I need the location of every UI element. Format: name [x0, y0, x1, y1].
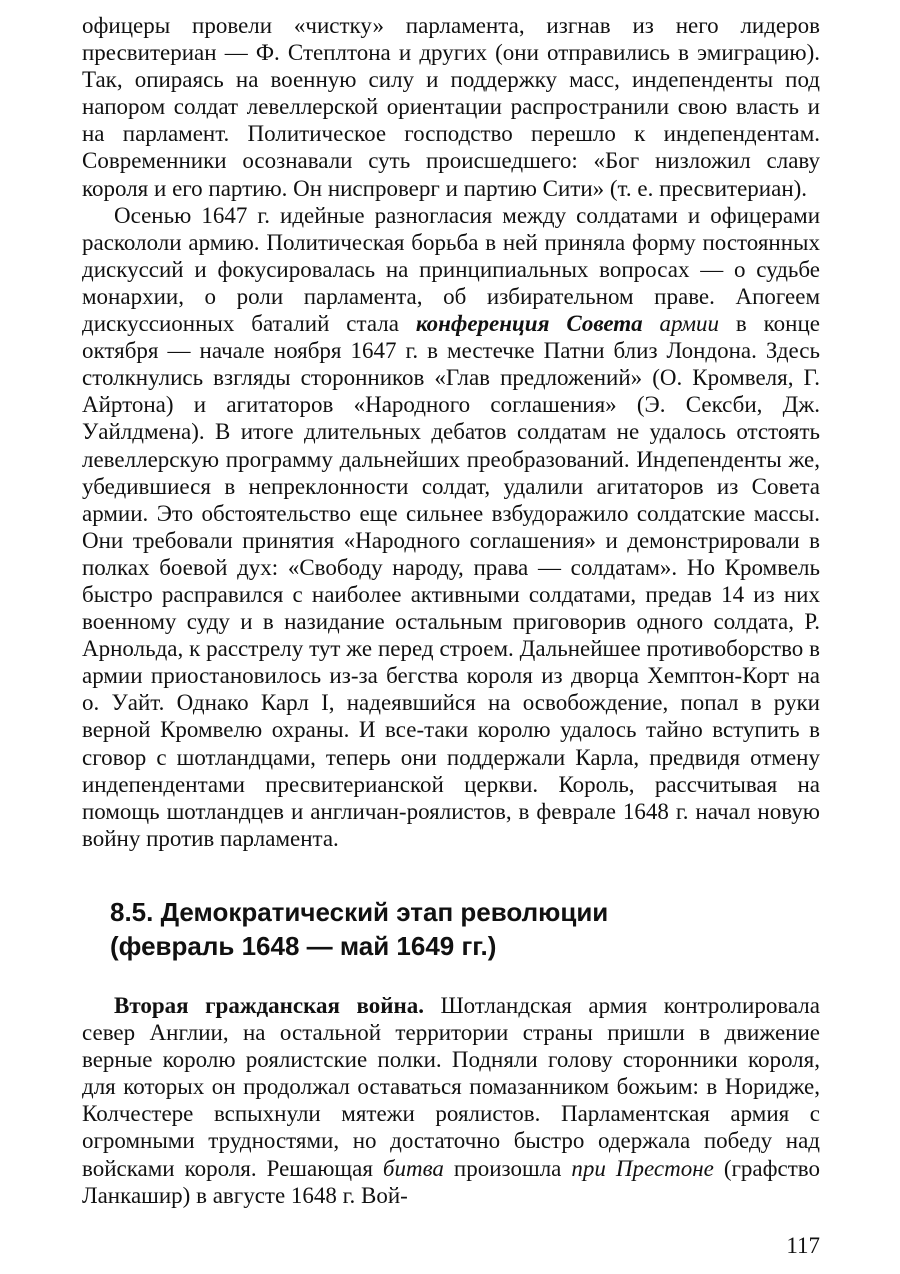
paragraph-continuation: офицеры провели «чистку» парламента, изгнав из него лидеров пресвитериан — Ф. Степлтона и других (они отправились в эмиграцию). Так, опираясь на военную силу и поддержку масс, индепенденты под напором солдат левеллерской ориентации распространили свою власть и на парламент. Политическое господство перешло к индепендентам. Современники осознавали суть происшедшего: «Бог низложил славу короля и его партию. Он ниспроверг и партию Сити» (т. е. пресвитериан).	[82, 13, 820, 201]
section-heading-line-2: (февраль 1648 — май 1649 гг.)	[110, 931, 497, 961]
upper-text	[82, 12, 820, 852]
paragraph-text: (графство Ланкашир) в августе 1648 г. Вой-	[82, 1155, 820, 1208]
page-number: 117	[786, 1233, 820, 1258]
term-preston: при Престоне	[571, 1155, 714, 1181]
paragraph-second-civil-war	[82, 992, 820, 1209]
section-heading-line-1: 8.5. Демократический этап революции	[110, 897, 609, 927]
section-heading	[110, 895, 790, 963]
paragraph-lead-in: Вторая гражданская война.	[114, 993, 424, 1018]
paragraph-text: в конце октября — начале ноября 1647 г. в местечке Патни близ Лондона. Здесь столкнулись взгляды сторонников «Глав предложений» (О. Кромвеля, Г. Айртона) и агитаторов «Народного соглашения» (Э. Сексби, Дж. Уайлдмена). В итоге длительных дебатов солдатам не удалось отстоять левеллерскую программу дальнейших преобразований. Индепенденты же, убедившиеся в непреклонности солдат, удалили агитаторов из Совета армии. Это обстоятельство еще сильнее взбудоражило солдатские массы. Они требовали принятия «Народного соглашения» и демонстрировали в полках боевой дух: «Свободу народу, права — солдатам». Но Кромвель быстро расправился с наиболее активными солдатами, предав 14 из них военному суду и в назидание остальным приговорив одного солдата, Р. Арнольда, к расстрелу тут же перед строем. Дальнейшее противоборство в армии приостановилось из-за бегства короля из дворца Хемптон-Корт на о. Уайт. Однако Карл I, надеявшийся на освобождение, попал в руки верной Кромвелю охраны. И все-таки королю удалось тайно вступить в сговор с шотландцами, теперь они поддержали Карла, предвидя отмену индепендентами пресвитерианской церкви. Король, рассчитывая на помощь шотландцев и англичан-роялистов, в феврале 1648 г. начал новую войну против парламента.	[82, 311, 821, 851]
paragraph-text: произошла	[443, 1155, 572, 1181]
term-army: армии	[642, 311, 720, 337]
term-conference-council: конференция Совета	[415, 311, 643, 337]
paragraph-text: Шотландская армия контролировала север Англии, на остальной территории страны пришли в движение верные королю роялистские полки. Подняли голову сторонники короля, для которых он продолжал оставаться помазанником божьим: в Норидже, Колчестере вспыхнули мятежи роялистов. Парламентская армия с огромными трудностями, но достаточно быстро одержала победу над войсками короля. Решающая	[82, 993, 820, 1181]
term-battle: битва	[382, 1155, 444, 1181]
paragraph-army-council	[82, 202, 820, 852]
paragraph-text: Осенью 1647 г. идейные разногласия между солдатами и офицерами раскололи армию. Политическая борьба в ней приняла форму постоянных дискуссий и фокусировалась на принципиальных вопросах — о судьбе монархии, о роли парламента, об избирательном праве. Апогеем дискуссионных баталий стала	[82, 202, 820, 337]
lower-text	[82, 992, 820, 1209]
